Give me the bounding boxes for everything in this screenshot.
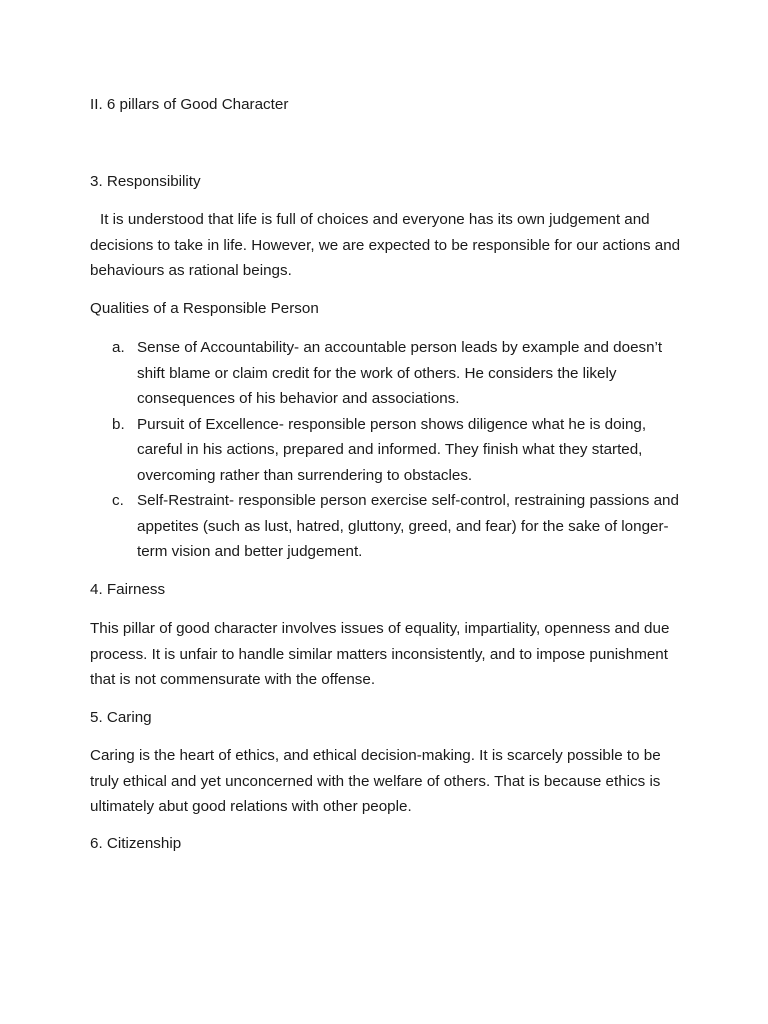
responsibility-heading: 3. Responsibility xyxy=(90,173,201,190)
list-item xyxy=(90,412,690,489)
list-item-text: Pursuit of Excellence- responsible person shows diligence what he is doing, careful in his actions, prepared and informed. They finish what they started, overcoming rather than surrendering to obstacles. xyxy=(137,415,647,484)
list-marker: b. xyxy=(112,415,125,433)
citizenship-heading: 6. Citizenship xyxy=(90,835,182,852)
list-item xyxy=(90,488,690,565)
qualities-list xyxy=(90,335,690,565)
list-item-text: Sense of Accountability- an accountable person leads by example and doesn’t shift blame or claim credit for the work of others. He considers the likely consequences of his behavior and associations. xyxy=(137,339,663,407)
list-item xyxy=(90,335,690,412)
fairness-heading: 4. Fairness xyxy=(90,581,166,598)
qualities-heading: Qualities of a Responsible Person xyxy=(90,300,319,317)
caring-heading: 5. Caring xyxy=(90,709,152,726)
responsibility-intro: It is understood that life is full of choices and everyone has its own judgement and decisions to take in life. However, we are expected to be responsible for our actions and behaviours as rational beings. xyxy=(90,211,681,279)
caring-text: Caring is the heart of ethics, and ethical decision-making. It is scarcely possible to be truly ethical and yet unconcerned with the welfare of others. That is because ethics is ultimately abut good relations with other people. xyxy=(90,747,661,815)
list-marker: c. xyxy=(112,492,124,509)
list-marker: a. xyxy=(112,339,125,356)
fairness-text: This pillar of good character involves issues of equality, impartiality, openness and due process. It is unfair to handle similar matters inconsistently, and to impose punishment that is not commensurate with the offense. xyxy=(90,620,670,688)
list-item-text: Self-Restraint- responsible person exercise self-control, restraining passions and appetites (such as lust, hatred, gluttony, greed, and fear) for the sake of longer-term vision and better judgement. xyxy=(137,492,679,560)
section-title: II. 6 pillars of Good Character xyxy=(90,96,289,113)
